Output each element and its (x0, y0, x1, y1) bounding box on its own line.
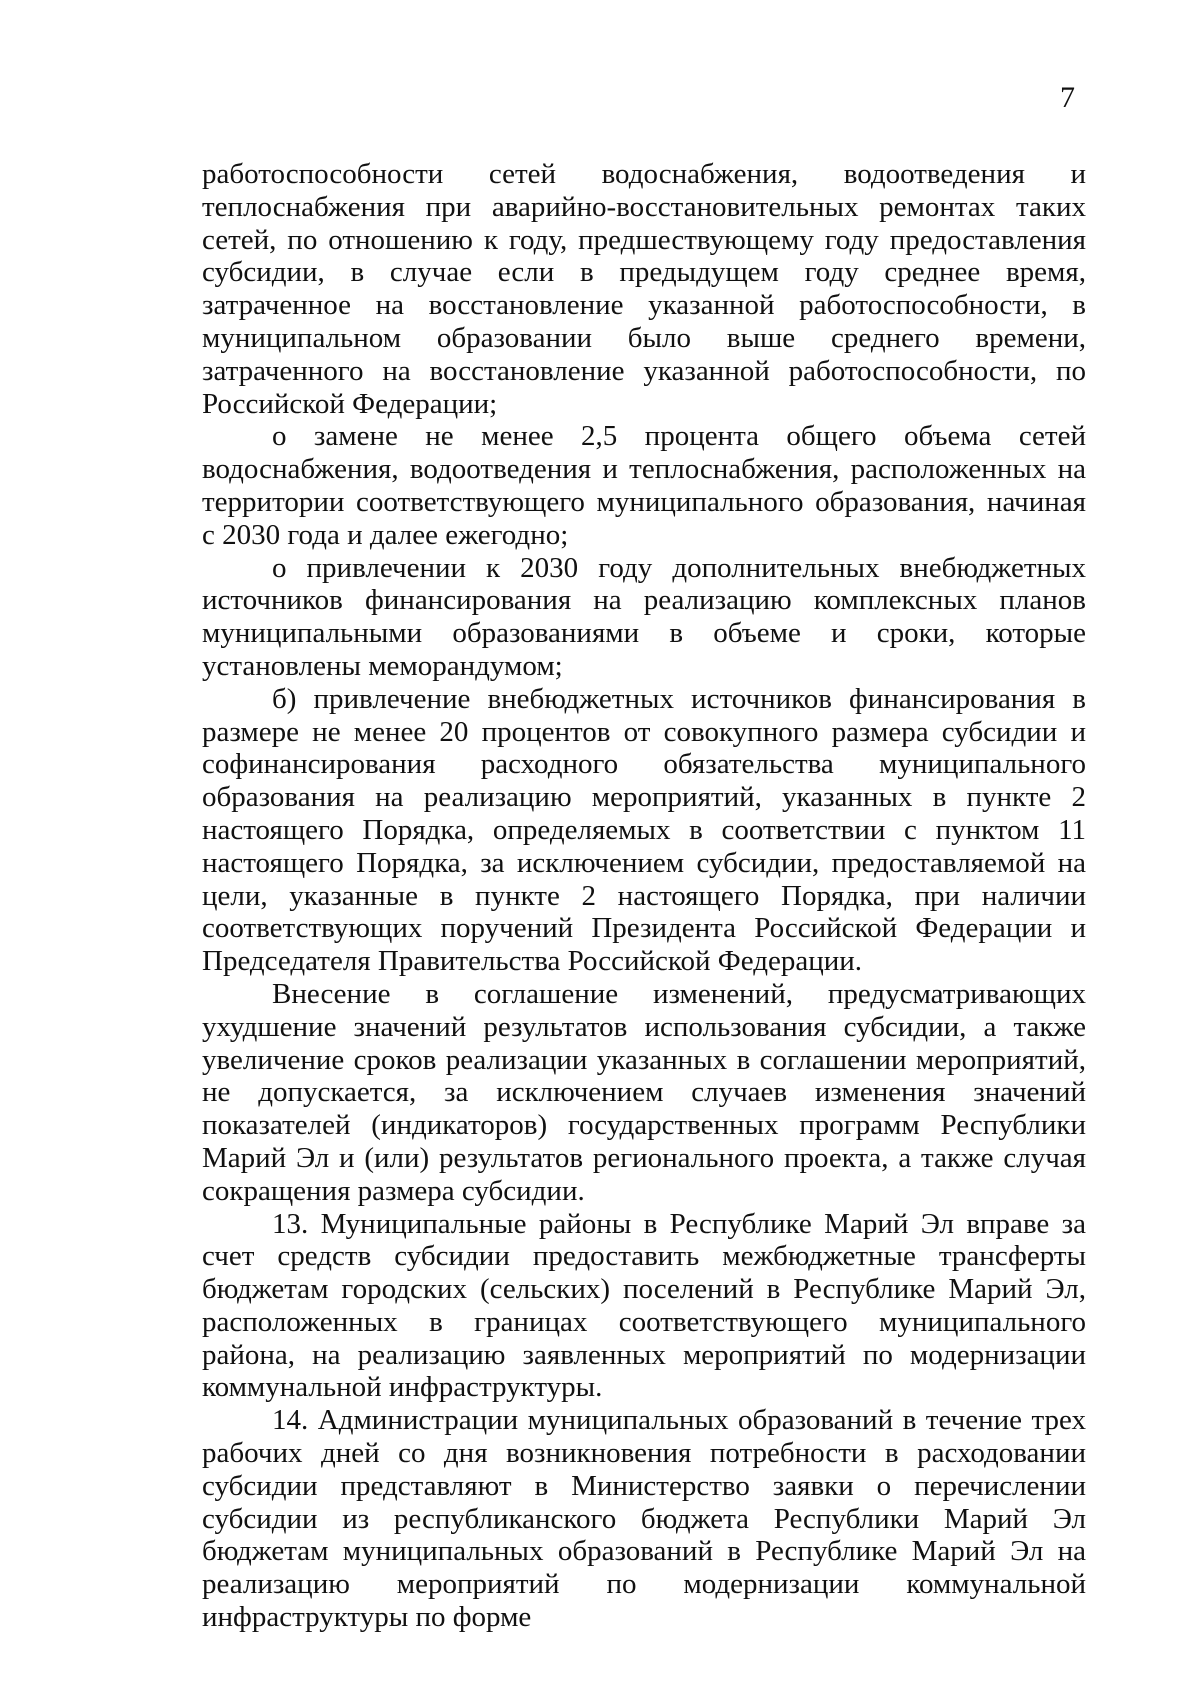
paragraph-item-14: 14. Администрации муниципальных образований в течение трех рабочих дней со дня возникновения потребности в расходовании субсидии представляют в Министерство заявки о перечислении субсидии из республиканского бюджета Республики Марий Эл бюджетам муниципальных образований в Республике Марий Эл на реализацию мероприятий по модернизации коммунальной инфраструктуры по форме (202, 1404, 1086, 1634)
paragraph-subitem-b: б) привлечение внебюджетных источников финансирования в размере не менее 20 процентов от совокупного размера субсидии и софинансирования расходного обязательства муниципального образования на реализацию мероприятий, указанных в пункте 2 настоящего Порядка, определяемых в соответствии с пунктом 11 настоящего Порядка, за исключением субсидии, предоставляемой на цели, указанные в пункте 2 настоящего Порядка, при наличии соответствующих поручений Президента Российской Федерации и Председателя Правительства Российской Федерации. (202, 682, 1086, 978)
document-body (202, 158, 1086, 1634)
paragraph-item-13: 13. Муниципальные районы в Республике Марий Эл вправе за счет средств субсидии предоставить межбюджетные трансферты бюджетам городских (сельских) поселений в Республике Марий Эл, расположенных в границах соответствующего муниципального района, на реализацию заявленных мероприятий по модернизации коммунальной инфраструктуры. (202, 1207, 1086, 1404)
paragraph-extrabudgetary-sources: о привлечении к 2030 году дополнительных внебюджетных источников финансирования на реализацию комплексных планов муниципальными образованиями в объеме и сроки, которые установлены меморандумом; (202, 551, 1086, 682)
paragraph-agreement-changes: Внесение в соглашение изменений, предусматривающих ухудшение значений результатов использования субсидии, а также увеличение сроков реализации указанных в соглашении мероприятий, не допускается, за исключением случаев изменения значений показателей (индикаторов) государственных программ Республики Марий Эл и (или) результатов регионального проекта, а также случая сокращения размера субсидии. (202, 977, 1086, 1207)
paragraph-continuation: работоспособности сетей водоснабжения, водоотведения и теплоснабжения при аварийно-восстановительных ремонтах таких сетей, по отношению к году, предшествующему году предоставления субсидии, в случае если в предыдущем году среднее время, затраченное на восстановление указанной работоспособности, в муниципальном образовании было выше среднего времени, затраченного на восстановление указанной работоспособности, по Российской Федерации; (202, 158, 1086, 420)
page-number: 7 (1060, 81, 1075, 114)
paragraph-network-replacement: о замене не менее 2,5 процента общего объема сетей водоснабжения, водоотведения и теплоснабжения, расположенных на территории соответствующего муниципального образования, начиная с 2030 года и далее ежегодно; (202, 420, 1086, 551)
